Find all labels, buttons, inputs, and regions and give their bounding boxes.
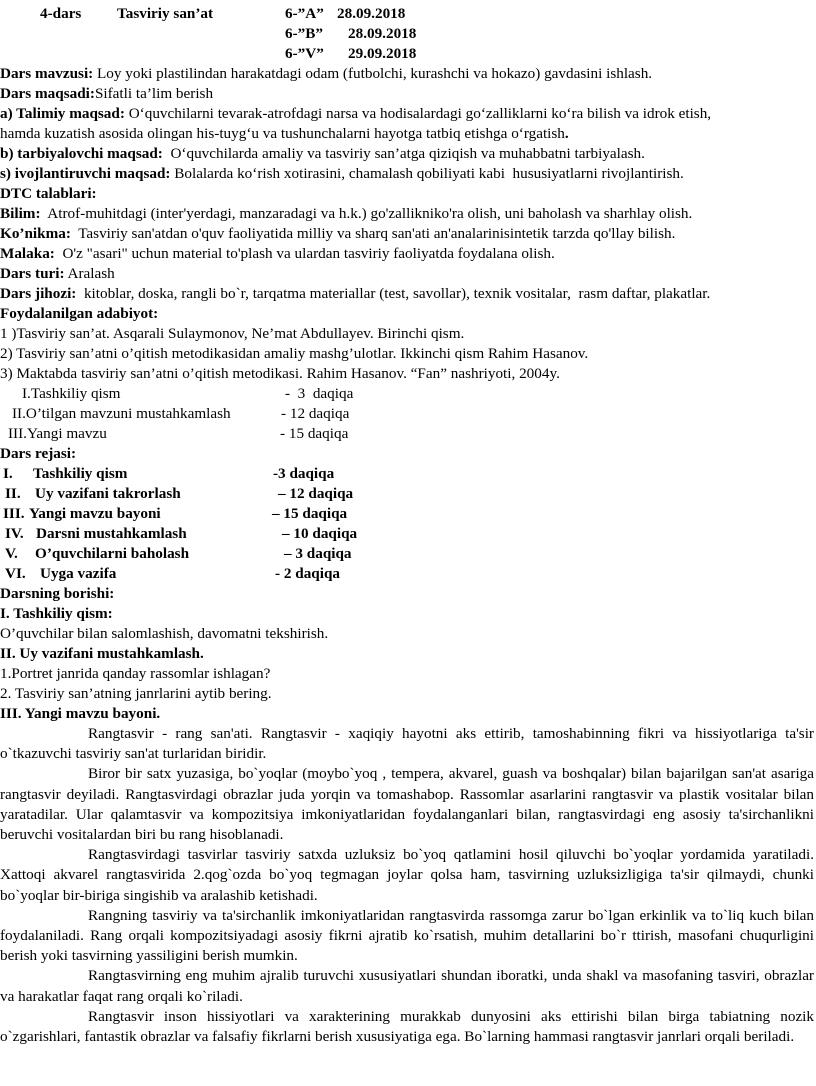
dtc-item-malaka [0, 244, 816, 264]
goal-a-line-2 [0, 124, 816, 144]
body-paragraph: Rangning tasviriy va ta'sirchanlik imkoniyatlaridan rangtasvirda rassomga zarur bo`lgan erkinlik va to`liq kuch bilan foydalaniladi. Rang orqali kompozitsiyadagi asosiy fikrni ajratib ko`rsatish, muhim detallarini bo`r ttirish, masofani chuqurligini berish yoki tasvirning yassiligini berish mumkin. [0, 906, 814, 965]
dtc-item-text: O'z "asari" uchun material to'plash va ulardan tasviriy faoliyatda foydalana olish. [54, 245, 555, 262]
header-row-2 [0, 24, 816, 44]
plan-num: II. [5, 485, 21, 502]
literature-item: 2) Tasviriy san’atni o’qitish metodikasidan amaliy mashg’ulotlar. Ikkinchi qism Rahim Hasanov. [0, 345, 589, 362]
topic-label: Dars mavzusi: [0, 65, 94, 82]
short-plan-time: - 12 daqiqa [281, 405, 350, 422]
goal-a-period: . [564, 125, 569, 142]
section-2-title: II. Uy vazifani mustahkamlash. [0, 645, 204, 662]
dtc-title: DTC talablari: [0, 185, 97, 202]
class-name: 6-”V” [285, 45, 324, 62]
plan-time: – 15 daqiqa [272, 505, 348, 522]
lesson-plan-document [0, 4, 816, 1047]
goal-label: Dars maqsadi: [0, 85, 95, 102]
plan-num: III. [3, 505, 25, 522]
short-plan-row [0, 384, 816, 404]
class-name: 6-”B” [285, 25, 323, 42]
goal-s-text: Bolalarda ko‘rish xotirasini, chamalash qobiliyati kabi hususiyatlarni rivojlantirish. [170, 165, 684, 182]
goal-a-line-1 [0, 104, 816, 124]
plan-num: I. [3, 465, 13, 482]
dtc-item-text: Tasviriy san'atdan o'quv faoliyatida milliy va sharq san'ati an'analarinisintetik tarzda qo'llay bilish. [70, 225, 676, 242]
goal-b-text: O‘quvchilarda amaliy va tasviriy san’atga qiziqish va muhabbatni tarbiyalash. [162, 145, 645, 162]
plan-num: V. [5, 545, 18, 562]
body-paragraph: Rangtasvir inson hissiyotlari va xarakterining murakkab dunyosini aks ettirishi bilan birga tabiatning nozik o`zgarishlari, fantastik obrazlar va falsafiy fikrlarni berish xususiyatiga ega. Bo`larning hammasi rangtasvir janrlari orqali beriladi. [0, 1007, 814, 1046]
section-3-title: III. Yangi mavzu bayoni. [0, 705, 161, 722]
plan-name: Tashkiliy qism [33, 465, 128, 482]
course-title: Darsning borishi: [0, 585, 115, 602]
dtc-item-label: Malaka: [0, 245, 55, 262]
short-plan-row [0, 424, 816, 444]
literature-title: Foydalanilgan adabiyot: [0, 305, 159, 322]
plan-num: IV. [5, 525, 24, 542]
lesson-type-value: Aralash [64, 265, 115, 282]
plan-row [0, 484, 816, 504]
dtc-item-text: Atrof-muhitdagi (inter'yerdagi, manzaradagi va h.k.) go'zalliknikо'ra olish, uni baholash va sharhlay olish. [40, 205, 693, 222]
plan-time: – 10 daqiqa [282, 525, 358, 542]
equipment-value: kitoblar, doska, rangli bo`r, tarqatma materiallar (test, savollar), texnik vositalar, rasm daftar, plakatlar. [76, 285, 711, 302]
goal-value: Sifatli ta’lim berish [94, 85, 214, 102]
class-date: 29.09.2018 [348, 45, 417, 62]
goal-b-label: b) tarbiyalovchi maqsad: [0, 145, 163, 162]
body-paragraph: Biror bir satx yuzasiga, bo`yoqlar (moybo`yoq , tempera, akvarel, guash va boshqalar) bilan bajarilgan san'at asariga rangtasvir deyiladi. Rangtasvirdagi obrazlar juda yorqin va tomashabop. Rassomlar asarlarini rangtasvir va plastik vositalar bilan yaratadilar. Ular qalamtasvir va kompozitsiya imkoniyatlaridan foydalanganlari bilan, rangtasvirdagi eng asosiy ta'sirchanlikni beruvchi vositalardan biri bu rang hisoblanadi. [0, 765, 814, 844]
class-name: 6-”A” [285, 5, 324, 22]
goal-line [0, 84, 816, 104]
class-date: 28.09.2018 [348, 25, 417, 42]
header-row-3 [0, 44, 816, 64]
equipment-label: Dars jihozi: [0, 285, 77, 302]
equipment-line [0, 284, 816, 304]
short-plan-time: - 3 daqiqa [285, 385, 354, 402]
plan-time: – 3 daqiqa [284, 545, 352, 562]
short-plan-name: III.Yangi mavzu [8, 425, 107, 442]
plan-name: Yangi mavzu bayoni [29, 505, 161, 522]
plan-title: Dars rejasi: [0, 445, 77, 462]
literature-item: 3) Maktabda tasviriy san’atni o’qitish metodikasi. Rahim Hasanov. “Fan” nashriyoti, 2004y. [0, 365, 560, 382]
goal-a-text: O‘quvchilarni tevarak-atrofdagi narsa va hodisalardagi go‘zalliklarni ko‘ra bilish va idrok etish, [124, 105, 712, 122]
section-1-text: O’quvchilar bilan salomlashish, davomatni tekshirish. [0, 625, 329, 642]
literature-item: 1 )Tasviriy san’at. Asqarali Sulaymonov, Ne’mat Abdullayev. Birinchi qism. [0, 325, 465, 342]
dtc-item-label: Ko’nikma: [0, 225, 71, 242]
plan-name: Darsni mustahkamlash [36, 525, 187, 542]
homework-question: 2. Tasviriy san’atning janrlarini aytib bering. [0, 685, 272, 702]
goal-s-line [0, 164, 816, 184]
plan-time: – 12 daqiqa [278, 485, 354, 502]
plan-time: -3 daqiqa [273, 465, 335, 482]
goal-b-line [0, 144, 816, 164]
short-plan-time: - 15 daqiqa [280, 425, 349, 442]
dtc-item-label: Bilim: [0, 205, 41, 222]
short-plan-row [0, 404, 816, 424]
class-date: 28.09.2018 [337, 5, 406, 22]
dtc-item-bilim [0, 204, 816, 224]
topic-value: Loy yoki plastilindan harakatdagi odam (futbolchi, kurashchi va hokazo) gavdasini ishlash. [93, 65, 653, 82]
lesson-type-line [0, 264, 816, 284]
subject-name: Tasviriy san’at [117, 5, 214, 22]
plan-row [0, 504, 816, 524]
topic-line [0, 64, 816, 84]
goal-s-label: s) ivojlantiruvchi maqsad: [0, 165, 171, 182]
goal-a-label: a) Talimiy maqsad: [0, 105, 125, 122]
short-plan-name: I.Tashkiliy qism [22, 385, 121, 402]
plan-name: Uyga vazifa [40, 565, 117, 582]
short-plan-name: II.O’tilgan mavzuni mustahkamlash [12, 405, 231, 422]
plan-row [0, 464, 816, 484]
lesson-type-label: Dars turi: [0, 265, 65, 282]
body-paragraph: Rangtasvirdagi tasvirlar tasviriy satxda uzluksiz bo`yoq qatlamini hosil qiluvchi bo`yoqlar yordamida yaratiladi. Xattoqi akvarel rangtasvirida 2.qog`ozda bo`yoq tegmagan joylar qolsa ham, tasvirning uzluksizligiga ta'sir qilmaydi, chunki bo`yoqlar bir-biriga singishib va aralashib ketishadi. [0, 846, 814, 904]
dtc-item-konikma [0, 224, 816, 244]
lesson-number: 4-dars [40, 5, 82, 22]
plan-row [0, 524, 816, 544]
plan-row [0, 544, 816, 564]
plan-name: Uy vazifani takrorlash [35, 485, 181, 502]
plan-time: - 2 daqiqa [275, 565, 340, 582]
plan-row [0, 564, 816, 584]
body-paragraph: Rangtasvir - rang san'ati. Rangtasvir - xaqiqiy hayotni aks ettirib, tamoshabinning fikri va hissiyotlariga ta'sir o`tkazuvchi tasviriy san'at turlaridan biridir. [0, 725, 814, 763]
goal-a-text-continued: hamda kuzatish asosida olingan his-tuyg‘u va tushunchalarni hayotga tatbiq etishga o‘rgatish [0, 125, 565, 142]
plan-name: O’quvchilarni baholash [35, 545, 190, 562]
header-row-1 [0, 4, 816, 24]
section-1-title: I. Tashkiliy qism: [0, 605, 113, 622]
plan-num: VI. [5, 565, 26, 582]
homework-question: 1.Portret janrida qanday rassomlar ishlagan? [0, 665, 271, 682]
body-paragraph: Rangtasvirning eng muhim ajralib turuvchi xususiyatlari shundan iboratki, unda shakl va masofaning tasviri, obrazlar va harakatlar faqat rang orqali ko`riladi. [0, 967, 814, 1005]
